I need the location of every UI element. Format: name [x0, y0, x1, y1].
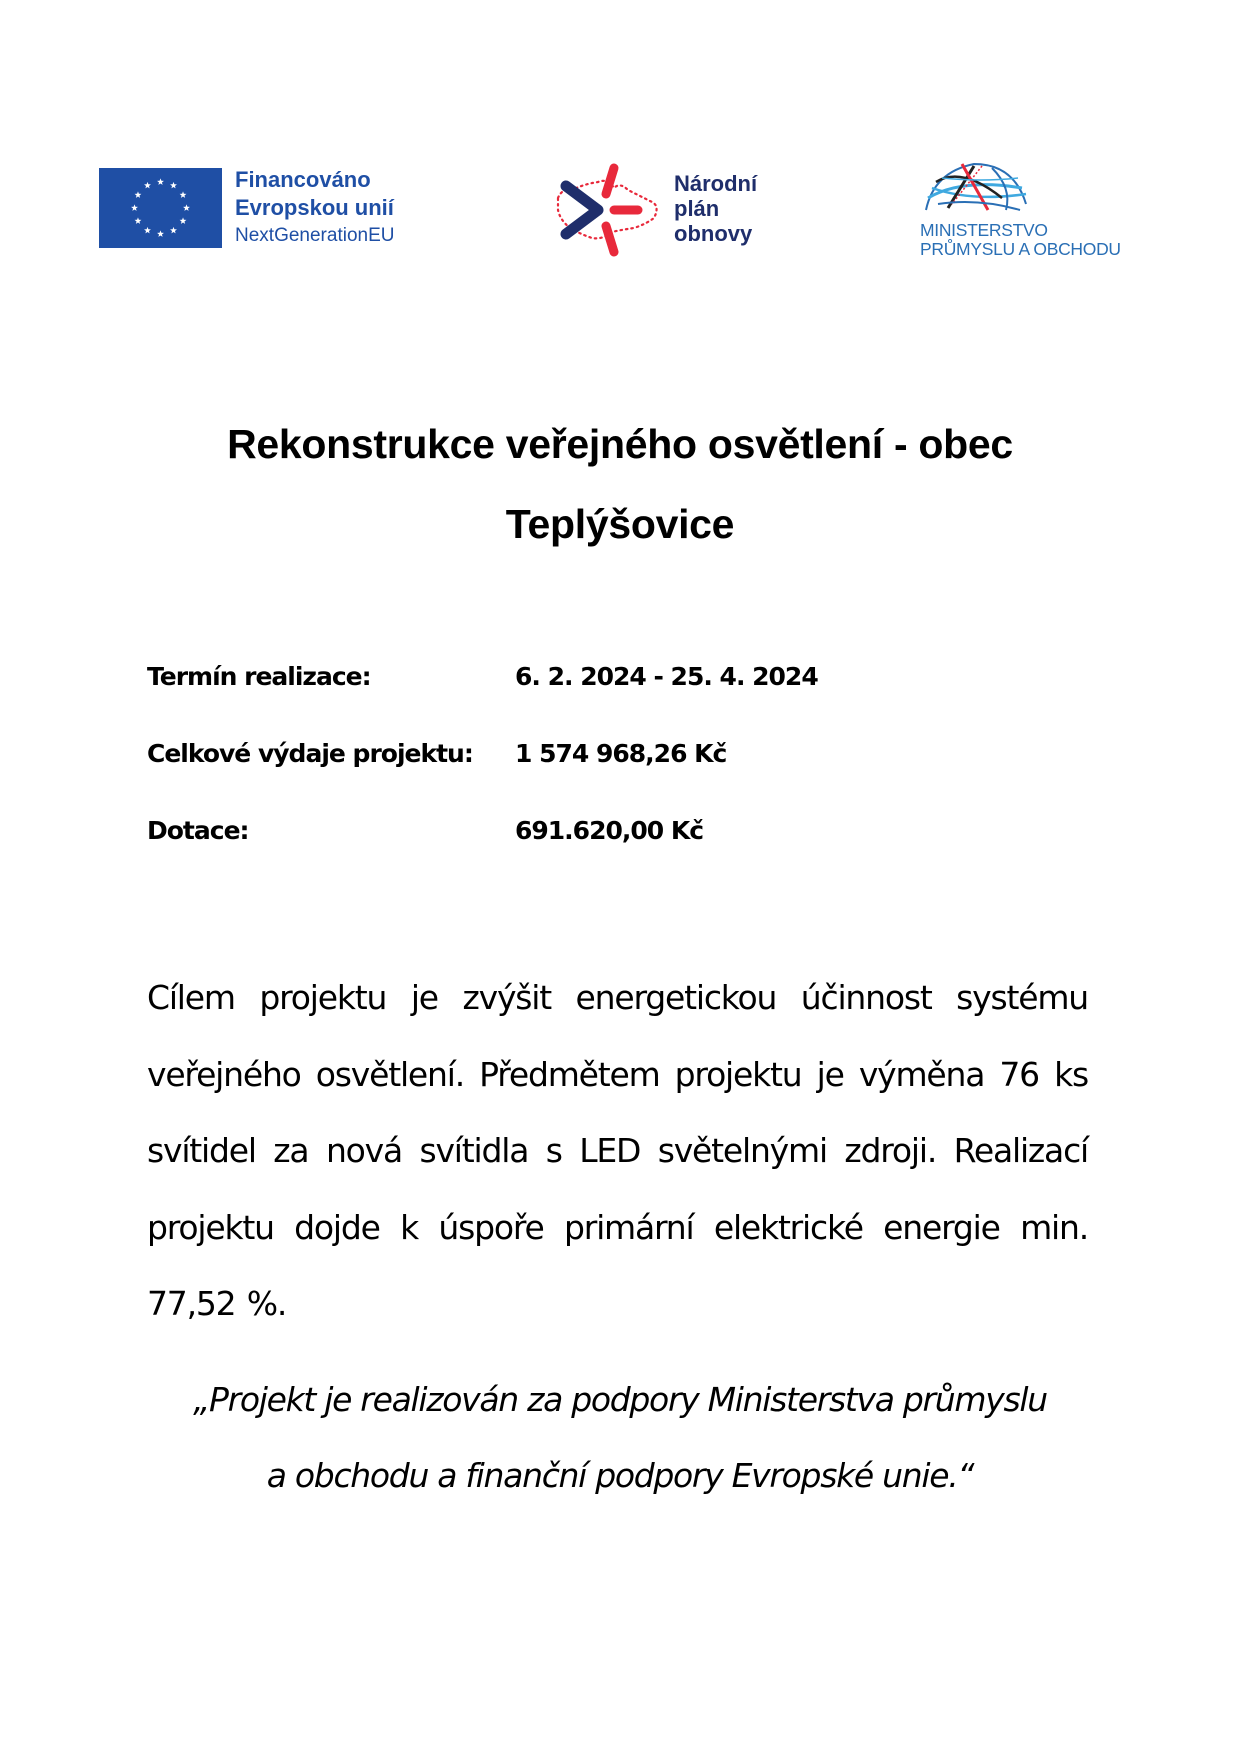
npo-emblem-icon [548, 158, 668, 258]
eu-star-icon [157, 230, 164, 237]
info-row-term [147, 662, 818, 739]
eu-star-icon [157, 178, 164, 185]
mpo-text [920, 221, 1121, 259]
eu-star-icon [131, 204, 138, 211]
eu-star-icon [144, 227, 151, 234]
mpo-text-line2: PRŮMYSLU A OBCHODU [920, 239, 1121, 259]
npo-text-line1: Národní [674, 170, 758, 196]
eu-flag-icon [99, 168, 222, 248]
eu-funding-logo [99, 166, 394, 250]
title-line2: Teplýšovice [505, 501, 735, 547]
eu-star-icon [170, 182, 177, 189]
eu-star-icon [135, 191, 142, 198]
mpo-logo [920, 158, 1121, 259]
eu-funding-text [235, 166, 394, 250]
support-statement [130, 1362, 1110, 1514]
eu-star-icon [180, 191, 187, 198]
npo-text [674, 171, 757, 246]
info-value: 1 574 968,26 Kč [515, 739, 727, 768]
document-title [0, 404, 1240, 564]
info-row-total-cost [147, 739, 818, 816]
eu-star-icon [170, 227, 177, 234]
project-description: Cílem projektu je zvýšit energetickou účinnost systému veřejného osvětlení. Předmětem projektu je výměna 76 ks svítidel za nová svítidla s LED světelnými zdroji. Realizací projektu dojde k úspoře primární elektrické energie min. 77,52 %. [147, 978, 1088, 1323]
info-value: 6. 2. 2024 - 25. 4. 2024 [515, 662, 818, 691]
info-value: 691.620,00 Kč [515, 816, 704, 845]
info-label: Termín realizace: [147, 662, 371, 691]
eu-text-line1: Financováno [235, 167, 371, 192]
info-row-subsidy [147, 816, 818, 893]
npo-text-line2: plán [674, 195, 720, 221]
info-label: Celkové výdaje projektu: [147, 739, 473, 768]
info-label: Dotace: [147, 816, 249, 845]
npo-logo [548, 158, 757, 258]
eu-text-line3: NextGenerationEU [235, 225, 395, 246]
eu-text-line2: Evropskou unií [235, 195, 394, 220]
quote-line1: „Projekt je realizován za podpory Ministerstva průmyslu [193, 1380, 1047, 1419]
eu-star-icon [183, 204, 190, 211]
title-line1: Rekonstrukce veřejného osvětlení - obec [227, 421, 1013, 467]
project-info [147, 662, 818, 893]
eu-star-icon [144, 182, 151, 189]
quote-line2: a obchodu a finanční podpory Evropské unie.“ [266, 1456, 974, 1495]
mpo-text-line1: MINISTERSTVO [920, 220, 1048, 240]
eu-star-icon [180, 217, 187, 224]
eu-star-icon [135, 217, 142, 224]
npo-text-line3: obnovy [674, 220, 753, 246]
mpo-globe-icon [922, 158, 1032, 214]
